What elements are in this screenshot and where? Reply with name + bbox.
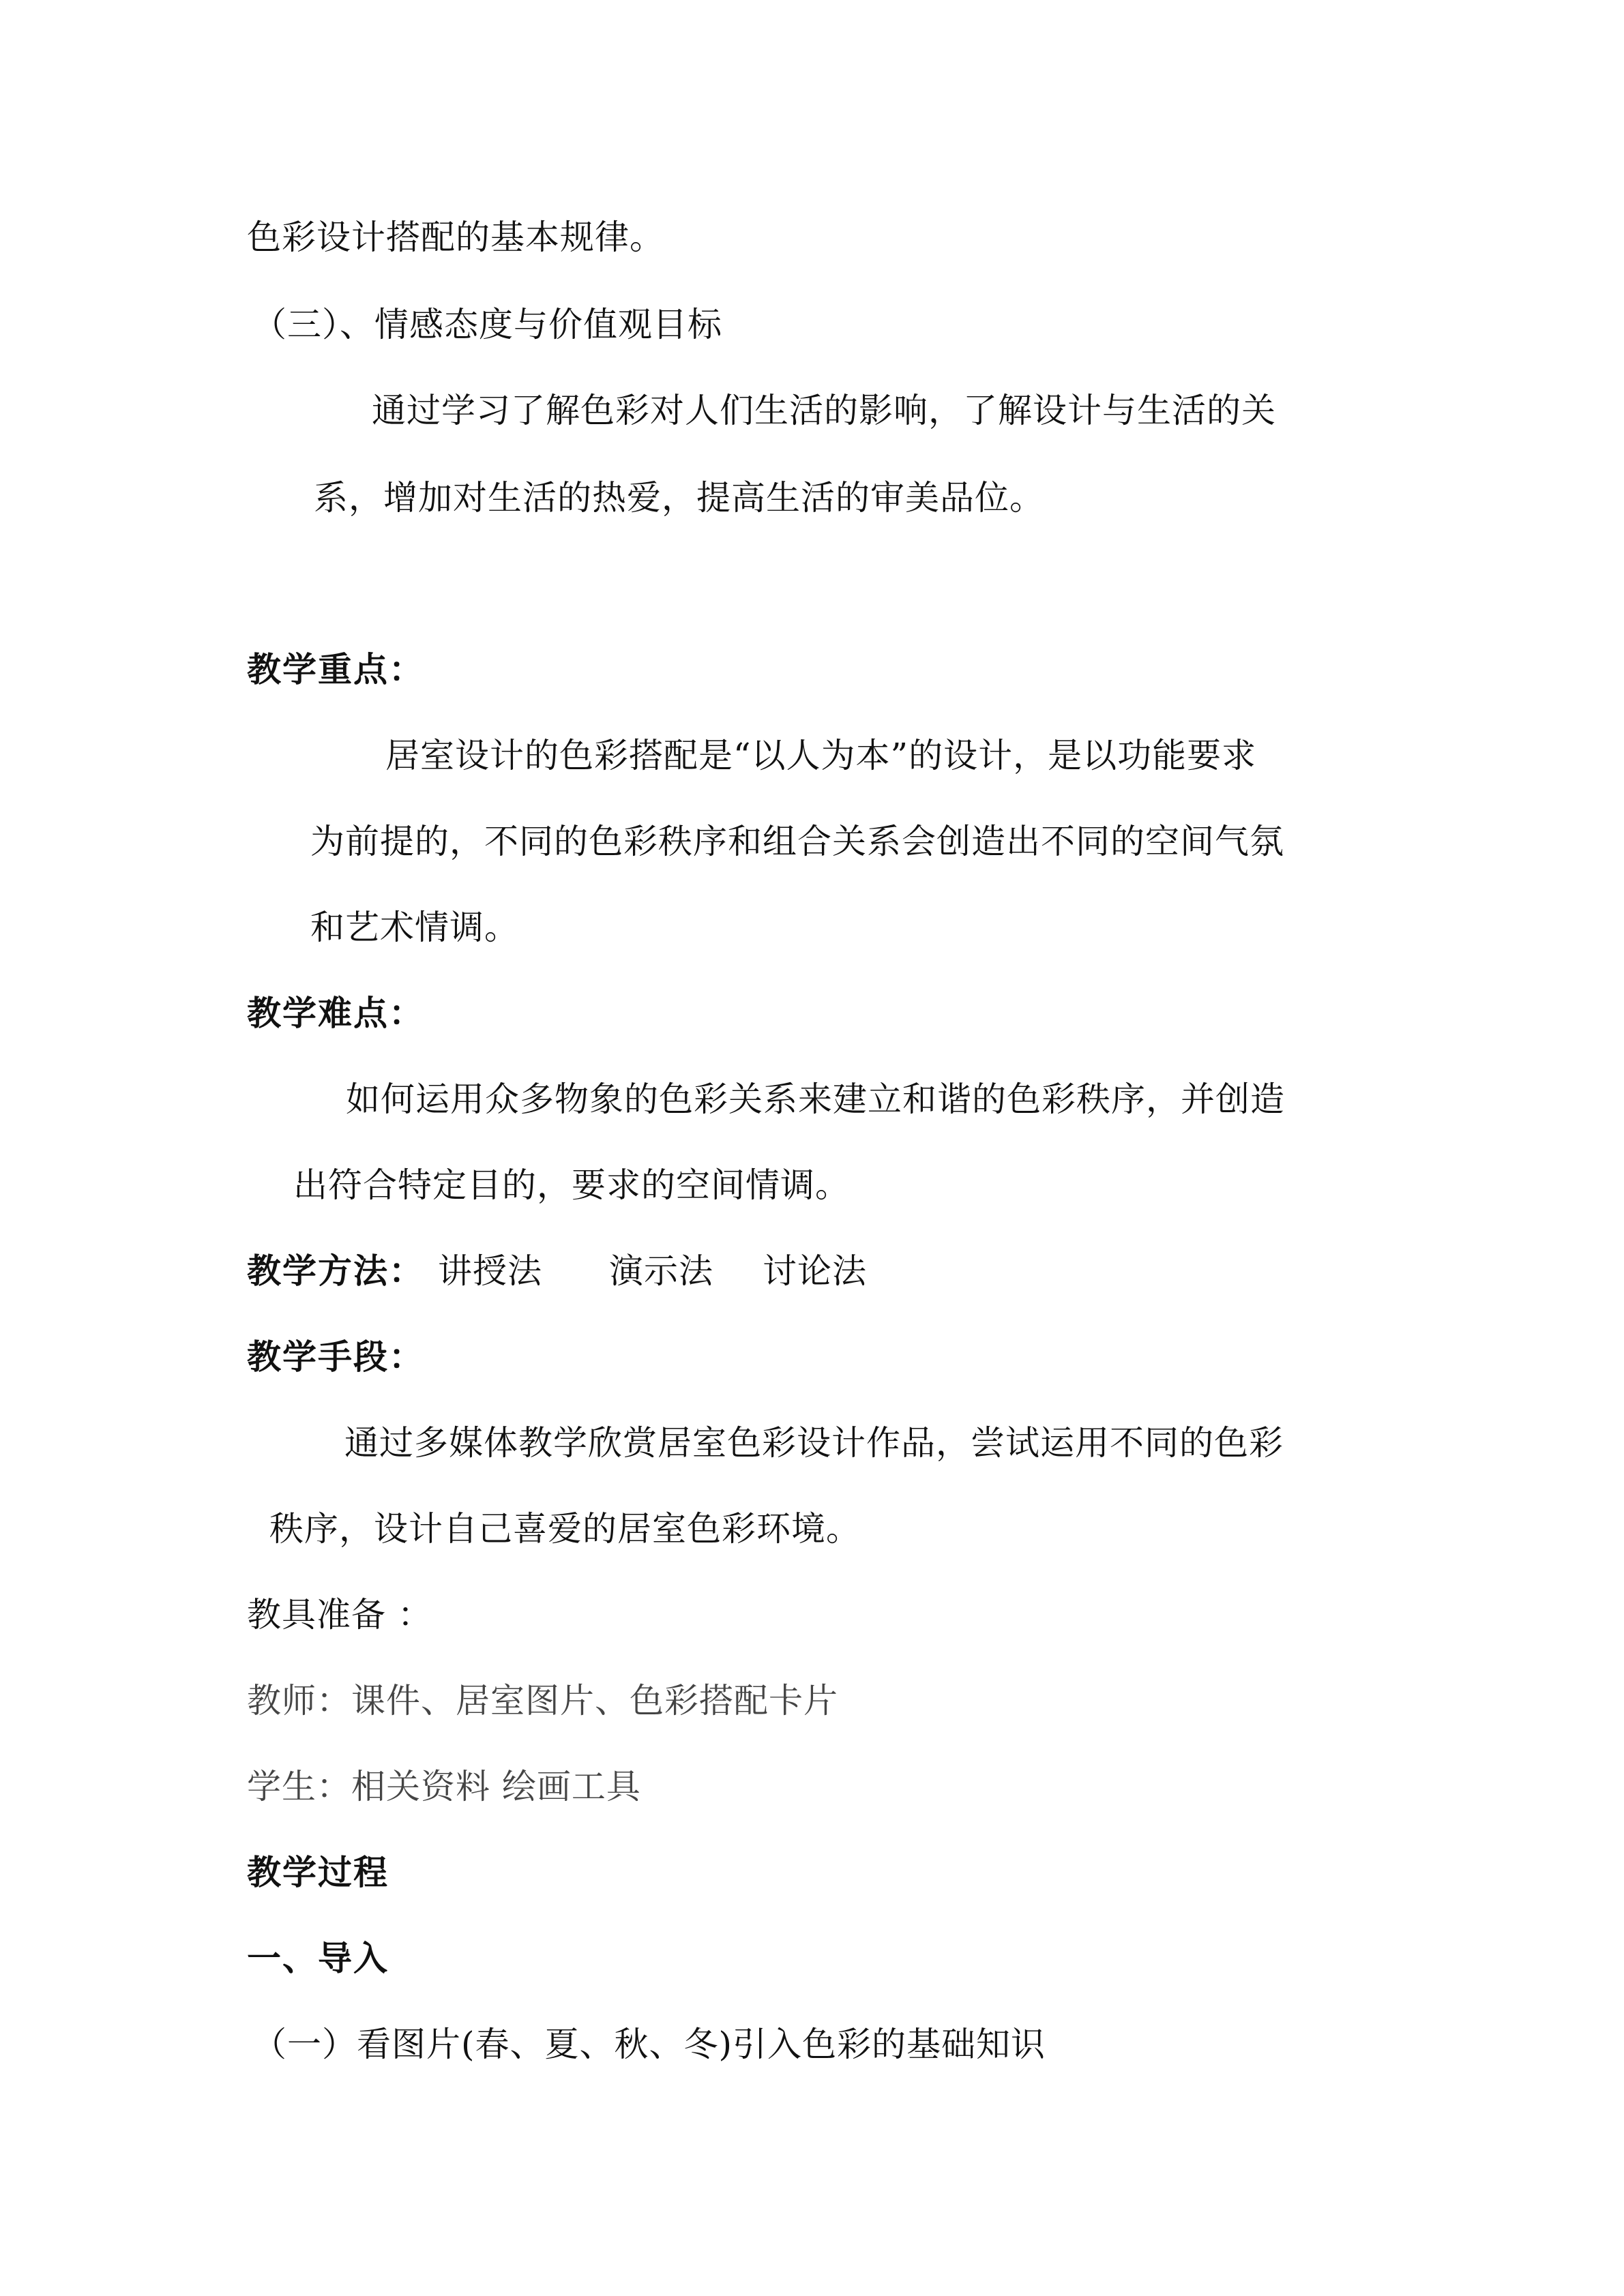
paragraph-line: 通过学习了解色彩对人们生活的影响，了解设计与生活的关 <box>372 391 1276 430</box>
paragraph-line: 居室设计的色彩搭配是“以人为本”的设计，是以功能要求 <box>385 736 1257 775</box>
paragraph-line: 通过多媒体教学欣赏居室色彩设计作品，尝试运用不同的色彩 <box>344 1423 1284 1463</box>
method-heading: 教学方法： <box>247 1251 424 1291</box>
paragraph-line: 和艺术情调。 <box>310 908 519 947</box>
paragraph-line: 为前提的，不同的色彩秩序和组合关系会创造出不同的空间气氛 <box>310 822 1284 861</box>
process-heading: 教学过程 <box>247 1852 389 1892</box>
teacher-tools: 教师：课件、居室图片、色彩搭配卡片 <box>247 1681 838 1720</box>
key-point-heading: 教学重点： <box>247 649 424 689</box>
method-item: 讲授法 <box>438 1251 542 1291</box>
paragraph-line: 秩序，设计自己喜爱的居室色彩环境。 <box>269 1509 861 1549</box>
paragraph-line: 如何运用众多物象的色彩关系来建立和谐的色彩秩序，并创造 <box>346 1079 1285 1119</box>
intro-item: （一）看图片(春、夏、秋、冬)引入色彩的基础知识 <box>252 2025 1046 2064</box>
tools-heading: 教具准备 ： <box>247 1595 432 1635</box>
student-tools: 学生：相关资料 绘画工具 <box>247 1767 641 1806</box>
method-item: 演示法 <box>609 1251 713 1291</box>
method-item: 讨论法 <box>763 1251 867 1291</box>
paragraph-line: 系，增加对生活的热爱，提高生活的审美品位。 <box>314 478 1044 518</box>
means-heading: 教学手段： <box>247 1337 424 1377</box>
section-subheading: （三）、情感态度与价值观目标 <box>252 305 722 344</box>
intro-heading: 一、导入 <box>247 1938 389 1978</box>
text-line: 色彩设计搭配的基本规律。 <box>247 218 664 257</box>
difficulty-heading: 教学难点： <box>247 993 424 1033</box>
paragraph-line: 出符合特定目的，要求的空间情调。 <box>293 1165 850 1205</box>
